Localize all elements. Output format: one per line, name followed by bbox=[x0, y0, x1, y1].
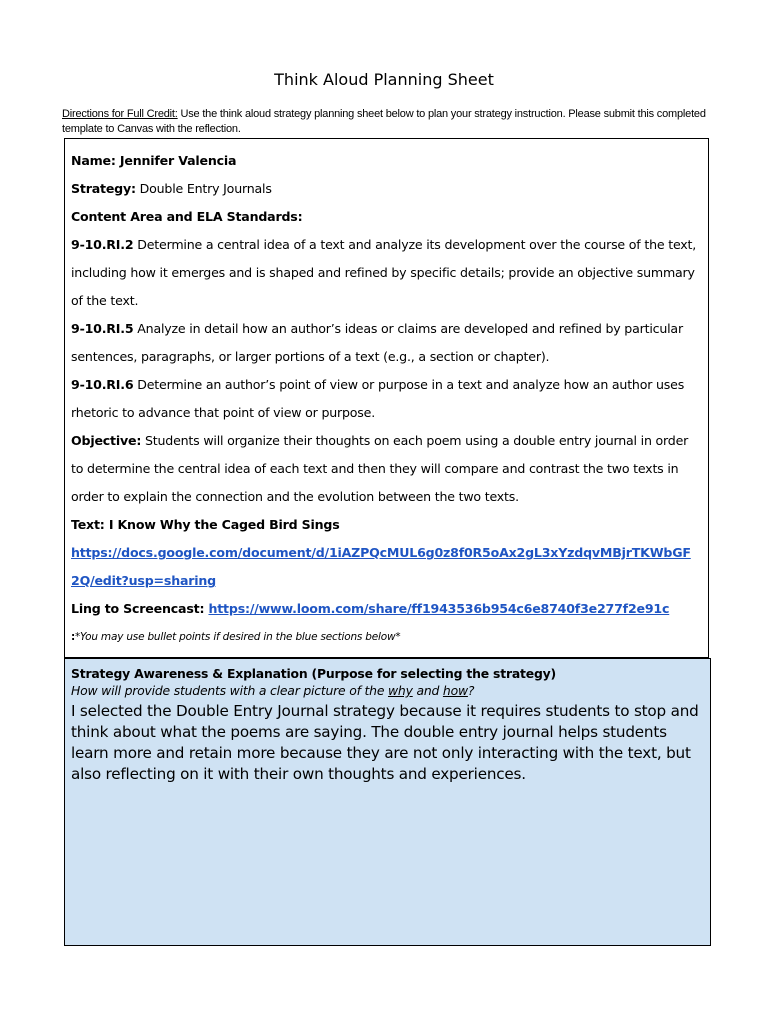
bullet-note bbox=[71, 623, 702, 651]
text-document-link[interactable]: https://docs.google.com/document/d/1iAZPQcMUL6g0z8f0R5oAx2gL3xYzdqvMBjrTKWbGF2Q/edit?usp=sharing bbox=[71, 545, 691, 588]
standard-item bbox=[71, 315, 702, 371]
strategy-value: Double Entry Journals bbox=[135, 181, 272, 196]
standard-text: Analyze in detail how an author’s ideas or claims are developed and refined by particular sentences, paragraphs, or larger portions of a text (e.g., a section or chapter). bbox=[71, 321, 683, 364]
strategy-awareness-answer[interactable]: I selected the Double Entry Journal strategy because it requires students to stop and think about what the poems are saying. The double entry journal helps students learn more and retain more because they are not only interacting with the text, but also reflecting on it with their own thoughts and experiences. bbox=[71, 702, 699, 783]
standard-item bbox=[71, 231, 702, 315]
objective-label: Objective: bbox=[71, 433, 142, 448]
directions bbox=[62, 107, 712, 137]
standard-text: Determine a central idea of a text and analyze its development over the course of the text, including how it emerges and is shaped and refined by specific details; provide an objective summary of the text. bbox=[71, 237, 697, 308]
screencast-link[interactable]: https://www.loom.com/share/ff1943536b954c6e8740f3e277f2e91c bbox=[208, 601, 670, 616]
text-title: Text: I Know Why the Caged Bird Sings bbox=[71, 517, 340, 532]
standard-code: 9-10.RI.2 bbox=[71, 237, 134, 252]
objective-text: Students will organize their thoughts on each poem using a double entry journal in order to determine the central idea of each text and then they will compare and contrast the two texts in order to explain the connection and the evolution between the two texts. bbox=[71, 433, 689, 504]
directions-text: Use the think aloud strategy planning sheet below to plan your strategy instruction. Please submit this completed template to Canvas with the reflection. bbox=[62, 108, 706, 135]
page-title: Think Aloud Planning Sheet bbox=[274, 70, 494, 89]
question-text: How will provide students with a clear picture of the bbox=[71, 683, 388, 698]
note-prefix: : bbox=[71, 631, 75, 643]
strategy-awareness-question bbox=[71, 682, 702, 699]
standard-item bbox=[71, 371, 702, 427]
question-why: why bbox=[387, 683, 413, 698]
strategy-awareness-section bbox=[64, 658, 711, 946]
name-field: Name: Jennifer Valencia bbox=[71, 153, 237, 168]
standard-code: 9-10.RI.6 bbox=[71, 377, 134, 392]
question-text: ? bbox=[467, 683, 475, 698]
standard-code: 9-10.RI.5 bbox=[71, 321, 134, 336]
objective-field bbox=[71, 427, 702, 511]
strategy-field bbox=[71, 175, 702, 203]
note-text: *You may use bullet points if desired in the blue sections below* bbox=[75, 631, 401, 643]
planning-form-box bbox=[64, 138, 709, 658]
strategy-awareness-heading: Strategy Awareness & Explanation (Purpose for selecting the strategy) bbox=[71, 666, 556, 681]
directions-label: Directions for Full Credit: bbox=[62, 108, 178, 120]
question-how: how bbox=[442, 683, 468, 698]
standard-text: Determine an author’s point of view or purpose in a text and analyze how an author uses rhetoric to advance that point of view or purpose. bbox=[71, 377, 685, 420]
content-area-label: Content Area and ELA Standards: bbox=[71, 209, 303, 224]
strategy-label: Strategy: bbox=[71, 181, 136, 196]
screencast-field bbox=[71, 595, 702, 623]
question-text: and bbox=[412, 683, 443, 698]
screencast-label: Ling to Screencast: bbox=[71, 601, 209, 616]
